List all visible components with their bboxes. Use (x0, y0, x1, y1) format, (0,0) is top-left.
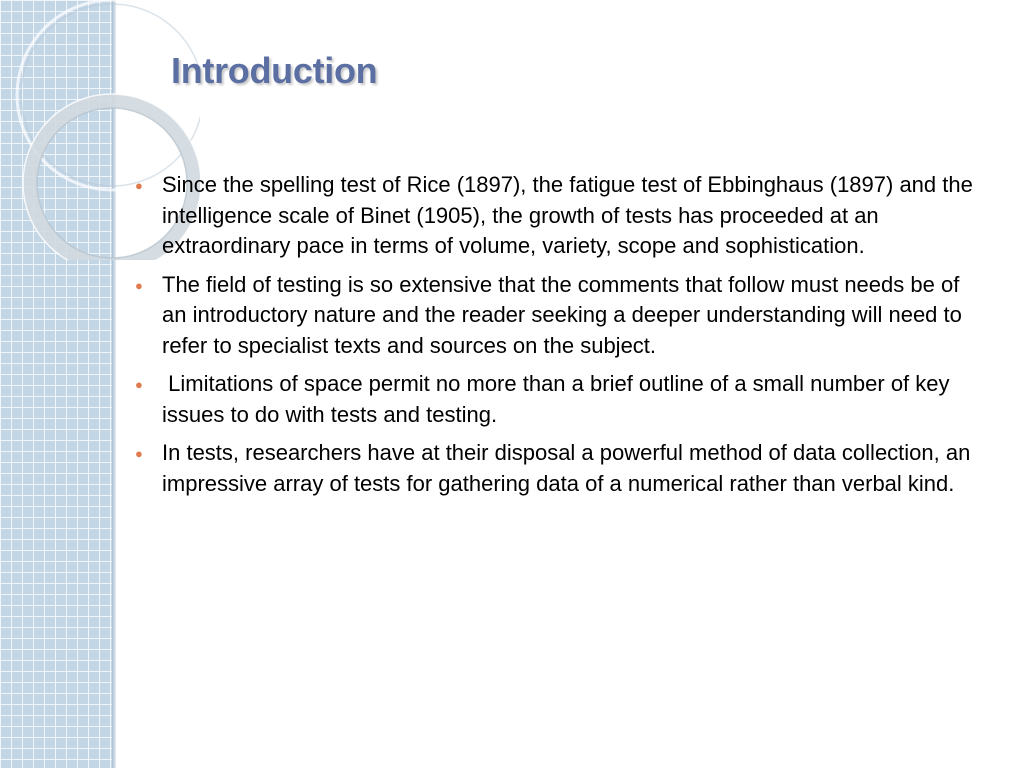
circle-bullet-icon: ● (135, 277, 143, 293)
bullet-text: In tests, researchers have at their disposal a powerful method of data collection, an impressive array of tests for gathering data of a numerical rather than verbal kind. (162, 440, 971, 496)
bullet-text: Limitations of space permit no more than a brief outline of a small number of key issues to do with tests and testing. (162, 371, 956, 427)
slide-title: Introduction (171, 50, 378, 91)
circle-bullet-icon: ● (135, 178, 143, 193)
circle-bullet-icon: ● (135, 446, 143, 461)
bullet-text: The field of testing is so extensive that the comments that follow must needs be of an introductory nature and the reader seeking a deeper understanding will need to refer to specialist texts and sources on the subject. (162, 271, 962, 358)
bullet-item (133, 170, 983, 262)
bullet-text: Since the spelling test of Rice (1897), the fatigue test of Ebbinghaus (1897) and the intelligence scale of Binet (1905), the growth of tests has proceeded at an extraordinary pace in terms of volume, variety, scope and sophistication. (162, 172, 973, 258)
circle-bullet-icon: ● (135, 377, 143, 392)
bullet-list (133, 170, 983, 507)
bullet-item (133, 438, 983, 499)
bullet-item (133, 369, 983, 430)
bullet-item (133, 270, 983, 362)
